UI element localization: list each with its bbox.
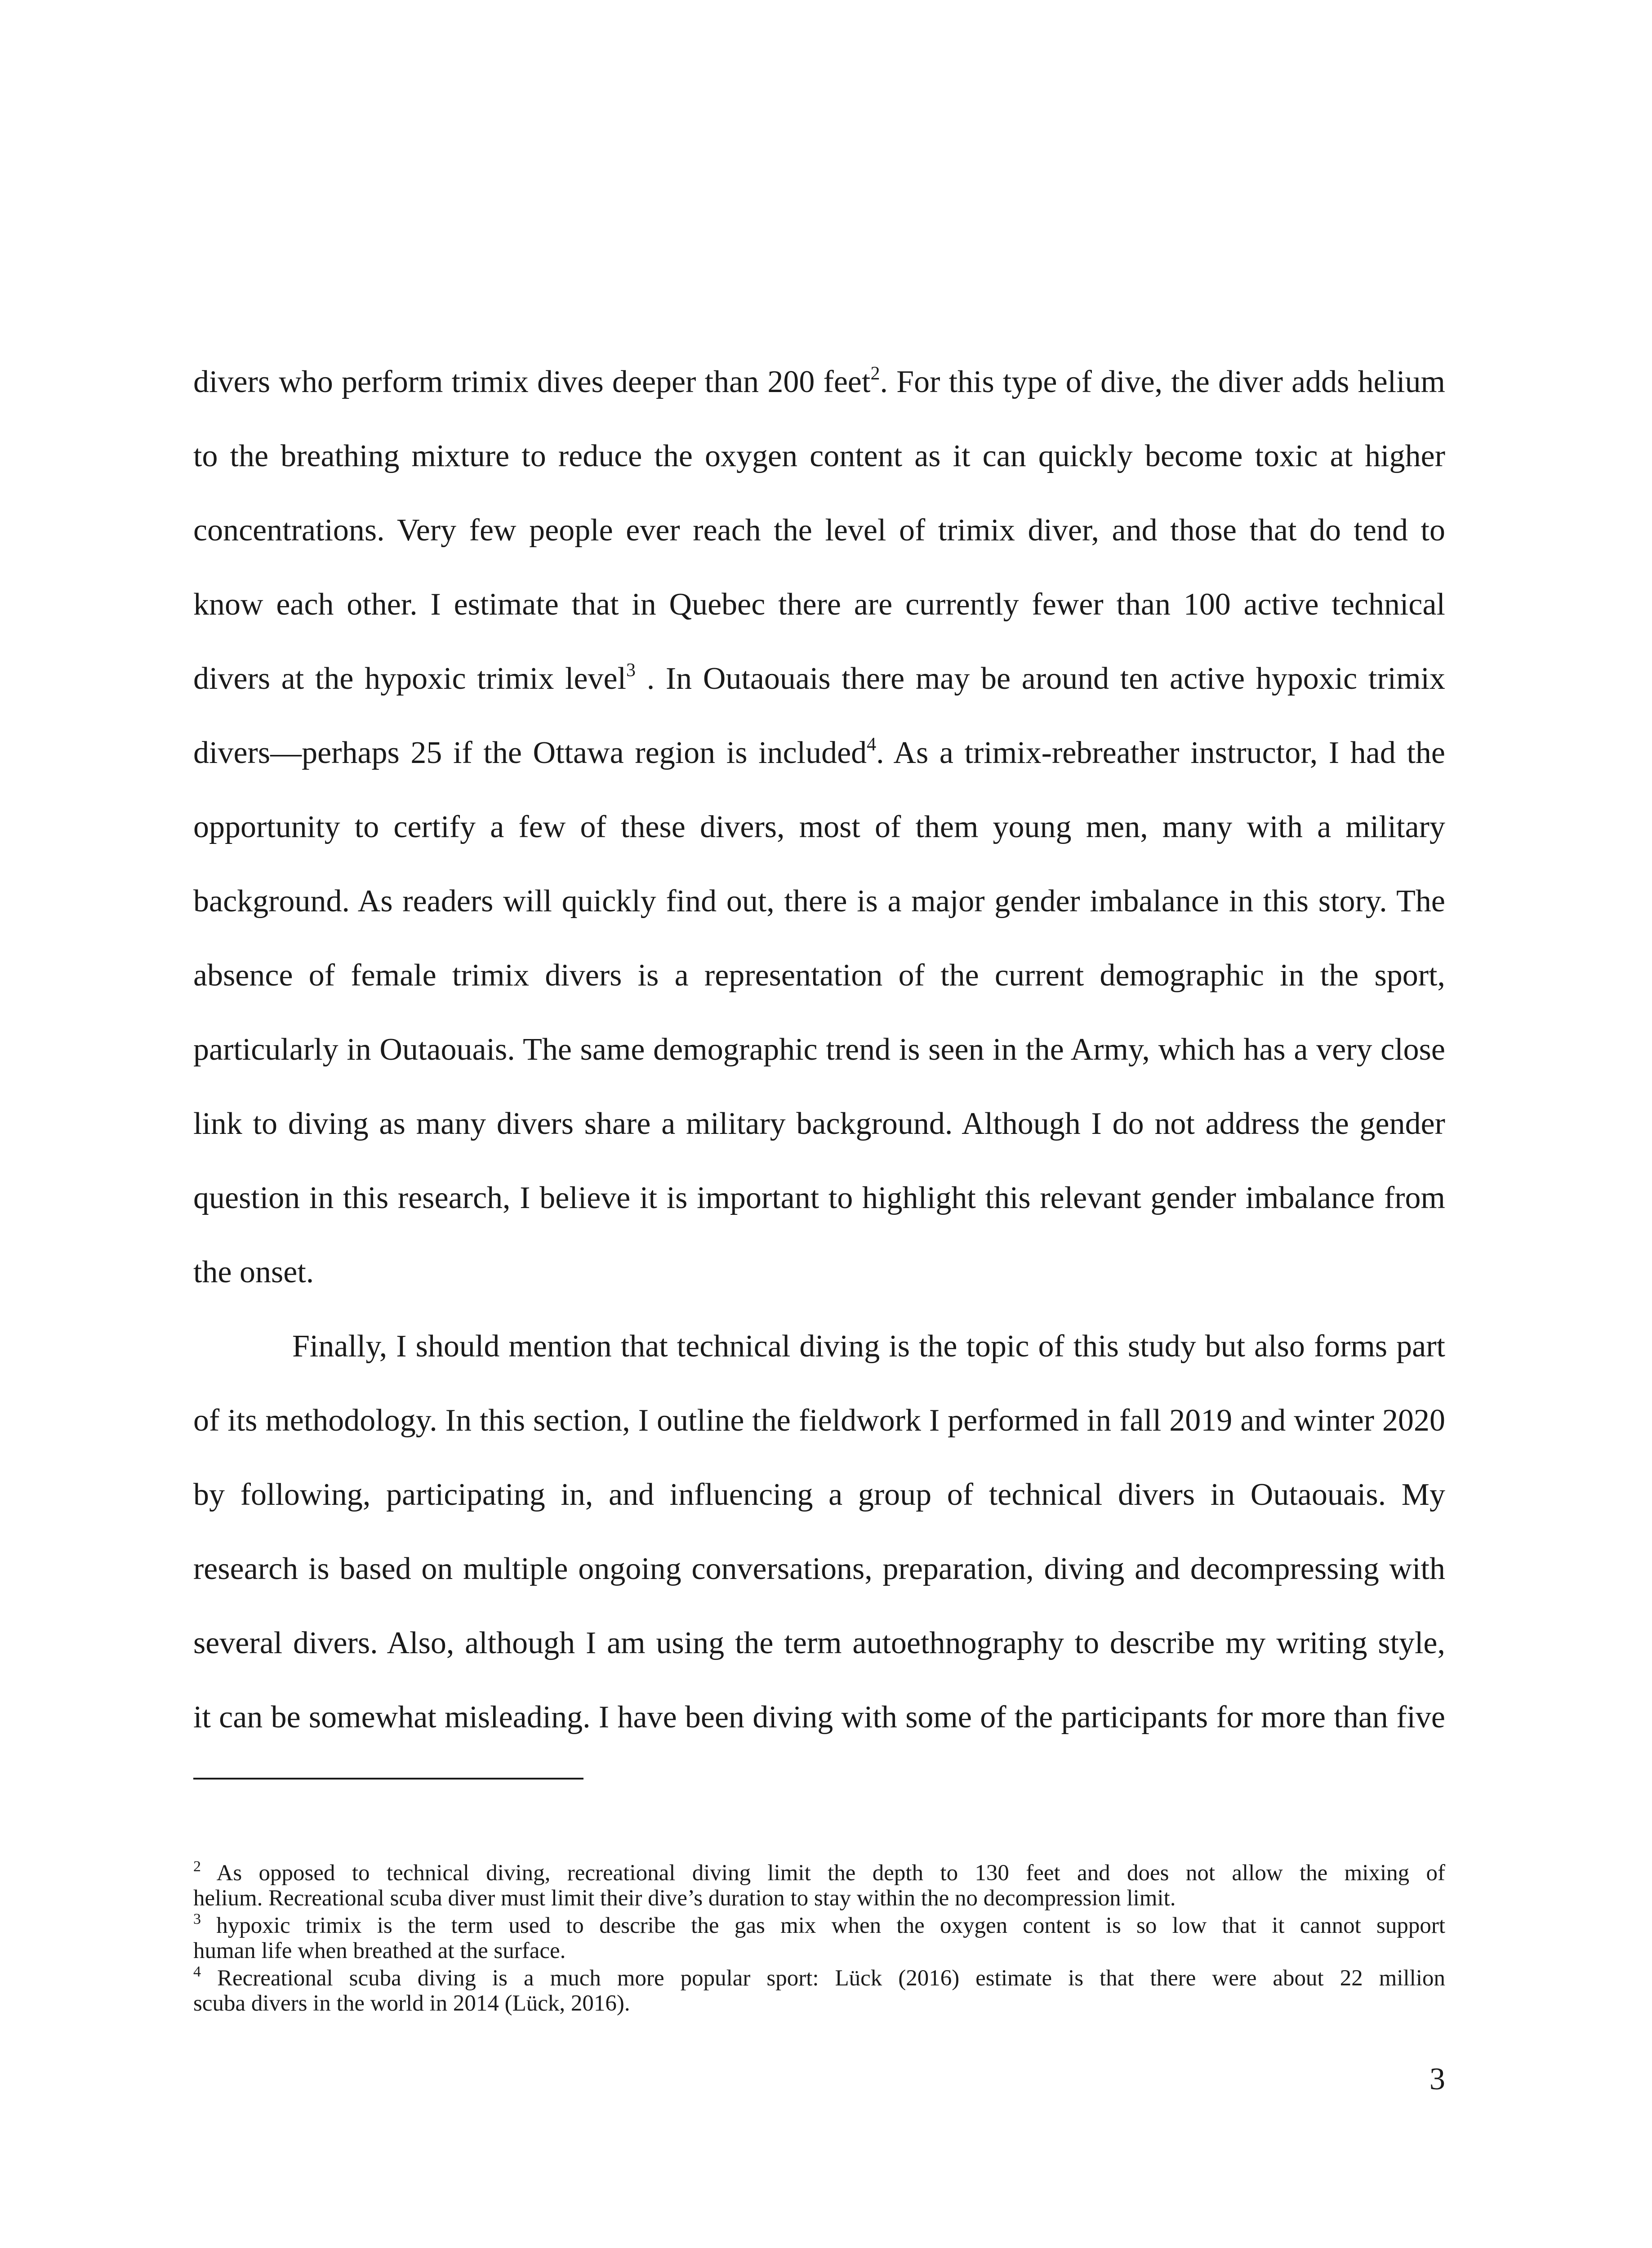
footnote-marker: 2	[870, 363, 880, 384]
footnote-number: 4	[193, 1963, 201, 1980]
footnote-marker: 4	[867, 734, 877, 755]
paragraph-line: by following, participating in, and influencing a group of technical divers in Outaouais. My	[193, 1477, 1445, 1512]
footnote-line: human life when breathed at the surface.	[193, 1938, 566, 1963]
paragraph-line: absence of female trimix divers is a representation of the current demographic in the sport,	[193, 958, 1445, 993]
paragraph-line: Finally, I should mention that technical diving is the topic of this study but also forms part	[292, 1329, 1445, 1364]
paragraph-line: divers who perform trimix dives deeper than 200 feet$^2$. For this type of dive, the diver adds helium	[193, 363, 1445, 399]
paragraph-line: it can be somewhat misleading. I have been diving with some of the participants for more than five	[193, 1700, 1445, 1735]
paragraph-line: of its methodology. In this section, I outline the fieldwork I performed in fall 2019 and winter 2020	[193, 1403, 1445, 1438]
paragraph-line: opportunity to certify a few of these divers, most of them young men, many with a military	[193, 810, 1445, 844]
footnote-3	[193, 1913, 1445, 1963]
footnote-separator	[193, 1778, 583, 1780]
paragraph-line: research is based on multiple ongoing conversations, preparation, diving and decompressing with	[193, 1552, 1445, 1586]
footnote-line: helium. Recreational scuba diver must limit their dive’s duration to stay within the no decompression limit.	[193, 1886, 1176, 1911]
footnote-4	[193, 1963, 1446, 2016]
footnote-line: $^2$ As opposed to technical diving, recreational diving limit the depth to 130 feet and does not allow the mixing of	[193, 1858, 1445, 1886]
paragraph-line: several divers. Also, although I am using the term autoethnography to describe my writing style,	[193, 1626, 1445, 1660]
paragraph-line: concentrations. Very few people ever reach the level of trimix diver, and those that do tend to	[193, 513, 1445, 548]
page-number: 3	[1429, 2062, 1445, 2096]
paragraph-line: question in this research, I believe it is important to highlight this relevant gender imbalance from	[193, 1181, 1445, 1215]
paragraph-line: link to diving as many divers share a military background. Although I do not address the gender	[193, 1106, 1445, 1141]
footnote-line: $^4$ Recreational scuba diving is a much more popular sport: Lück (2016) estimate is that there were about 22 million	[193, 1963, 1446, 1991]
paragraph-line: particularly in Outaouais. The same demographic trend is seen in the Army, which has a very close	[193, 1032, 1445, 1067]
paragraph-line: the onset.	[193, 1255, 314, 1289]
paragraph-line: know each other. I estimate that in Quebec there are currently fewer than 100 active technical	[193, 587, 1445, 622]
paragraph-line: to the breathing mixture to reduce the oxygen content as it can quickly become toxic at higher	[193, 439, 1445, 473]
footnote-line: scuba divers in the world in 2014 (Lück, 2016).	[193, 1991, 630, 2016]
footnote-number: 2	[193, 1858, 201, 1875]
paragraph-line: divers—perhaps 25 if the Ottawa region is included$^4$. As a trimix-rebreather instructor, I had the	[193, 734, 1445, 770]
footnote-number: 3	[193, 1911, 201, 1927]
paragraph-line: background. As readers will quickly find out, there is a major gender imbalance in this story. The	[193, 884, 1445, 919]
footnote-marker: 3	[626, 660, 636, 681]
footnote-2	[193, 1860, 1445, 1911]
footnote-line: $^3$ hypoxic trimix is the term used to describe the gas mix when the oxygen content is so low that it cannot support	[193, 1911, 1446, 1938]
paragraph-line: divers at the hypoxic trimix level$^3$ . In Outaouais there may be around ten active hypoxic trimix	[193, 660, 1446, 696]
